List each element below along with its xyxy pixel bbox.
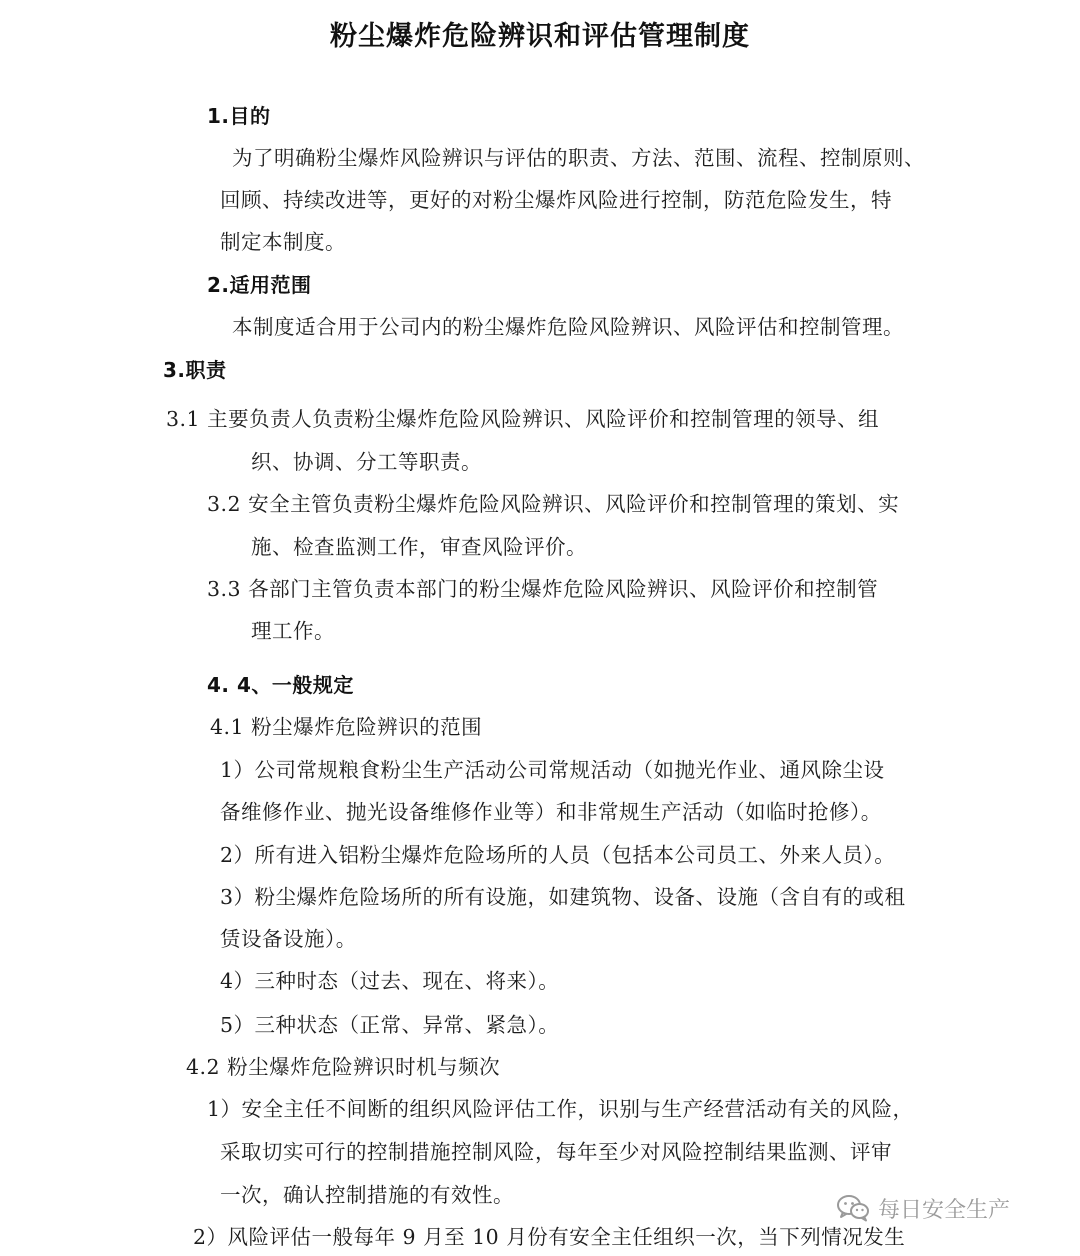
subsection-heading: 4.1 粉尘爆炸危险辨识的范围	[210, 715, 483, 739]
list-item: 1）安全主任不间断的组织风险评估工作，识别与生产经营活动有关的风险，	[207, 1097, 914, 1121]
list-item: 赁设备设施）。	[220, 927, 357, 951]
section-3-heading: 3.职责	[163, 358, 227, 382]
subsection-heading: 4.2 粉尘爆炸危险辨识时机与频次	[186, 1055, 501, 1079]
watermark	[836, 1188, 1010, 1228]
list-item: 3）粉尘爆炸危险场所的所有设施，如建筑物、设备、设施（含自有的或租	[220, 885, 906, 909]
list-item: 一次，确认控制措施的有效性。	[220, 1183, 514, 1207]
paragraph-line: 本制度适合用于公司内的粉尘爆炸危险风险辨识、风险评估和控制管理。	[232, 315, 904, 339]
watermark-text: 每日安全生产	[878, 1197, 1011, 1223]
list-item: 采取切实可行的控制措施控制风险，每年至少对风险控制结果监测、评审	[220, 1140, 892, 1164]
section-2-heading: 2.适用范围	[207, 273, 312, 297]
paragraph-line: 理工作。	[251, 619, 335, 643]
paragraph-line: 3.3 各部门主管负责本部门的粉尘爆炸危险风险辨识、风险评价和控制管	[207, 577, 879, 601]
list-item: 2）风险评估一般每年 9 月至 10 月份有安全主任组织一次，当下列情况发生	[193, 1225, 906, 1249]
paragraph-line: 3.1 主要负责人负责粉尘爆炸危险风险辨识、风险评价和控制管理的领导、组	[166, 407, 880, 431]
paragraph-line: 施、检查监测工作，审查风险评价。	[251, 535, 587, 559]
document-title: 粉尘爆炸危险辨识和评估管理制度	[330, 21, 750, 52]
paragraph-line: 回顾、持续改进等，更好的对粉尘爆炸风险进行控制，防范危险发生，特	[220, 188, 892, 212]
list-item: 2）所有进入铝粉尘爆炸危险场所的人员（包括本公司员工、外来人员）。	[220, 843, 896, 867]
list-item: 1）公司常规粮食粉尘生产活动公司常规活动（如抛光作业、通风除尘设	[220, 758, 885, 782]
section-1-heading: 1.目的	[207, 104, 271, 128]
section-4-heading: 4. 4、一般规定	[207, 673, 354, 697]
paragraph-line: 织、协调、分工等职责。	[251, 450, 482, 474]
list-item: 4）三种时态（过去、现在、将来）。	[220, 969, 560, 993]
paragraph-line: 制定本制度。	[220, 230, 346, 254]
paragraph-line: 3.2 安全主管负责粉尘爆炸危险风险辨识、风险评价和控制管理的策划、实	[207, 492, 900, 516]
list-item: 备维修作业、抛光设备维修作业等）和非常规生产活动（如临时抢修）。	[220, 800, 882, 824]
list-item: 5）三种状态（正常、异常、紧急）。	[220, 1013, 560, 1037]
paragraph-line: 为了明确粉尘爆炸风险辨识与评估的职责、方法、范围、流程、控制原则、	[232, 146, 925, 170]
wechat-icon	[836, 1193, 870, 1223]
